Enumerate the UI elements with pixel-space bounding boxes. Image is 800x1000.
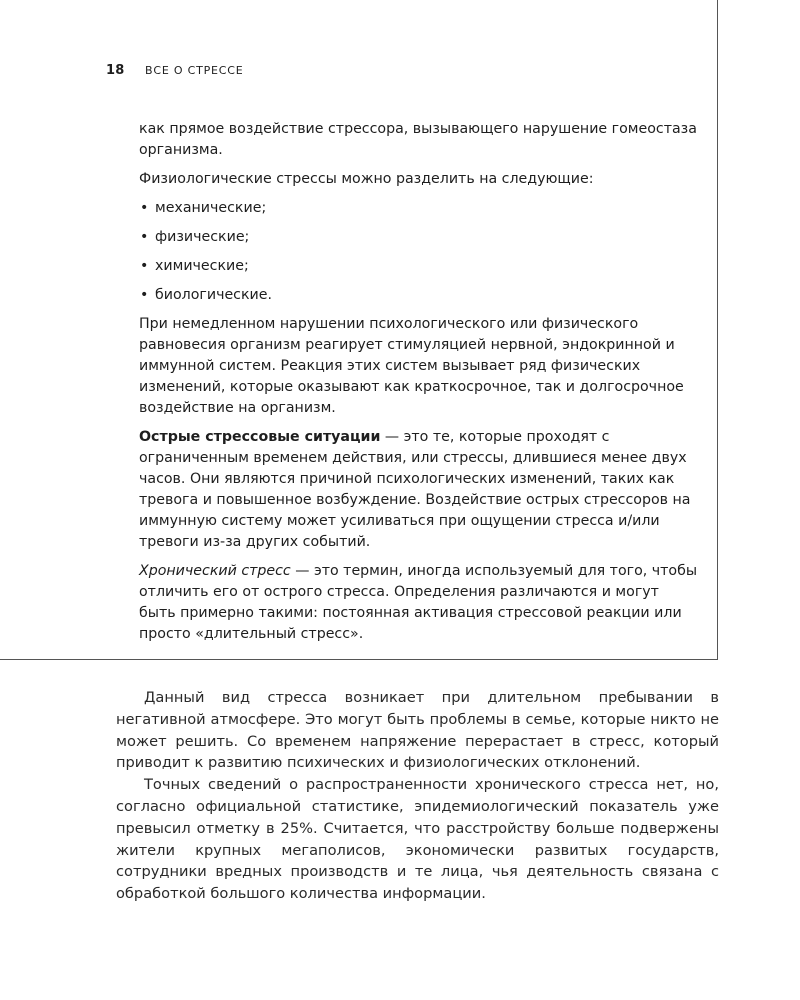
box-paragraph-4 <box>139 427 699 553</box>
box-paragraph-2: Физиологические стрессы можно разделить на следующие: <box>139 171 594 187</box>
list-item <box>139 285 699 306</box>
list-item-text: физические; <box>155 229 250 245</box>
running-head: ВСЕ О СТРЕССЕ <box>145 64 244 77</box>
page-number: 18 <box>106 63 125 78</box>
list-item-text: химические; <box>155 258 249 274</box>
bullet-icon: • <box>140 200 149 216</box>
main-paragraph-2: Точных сведений о распространенности хронического стресса нет, но, согласно официальной статистике, эпидемиологический показатель уже превысил отметку в 25%. Считается, что расстройству больше подвержены жители крупных мегаполисов, экономически развитых государств, сотрудники вредных производств и те лица, чья деятельность связана с обработкой большого количества информации. <box>116 776 719 903</box>
bullet-icon: • <box>140 229 149 245</box>
main-paragraph-1: Данный вид стресса возникает при длительном пребывании в негативной атмосфере. Это могут быть проблемы в семье, которые никто не может решить. Со временем напряжение перерастает в стресс, который приводит к развитию психических и физиологических отклонений. <box>116 689 719 772</box>
list-item <box>139 256 699 277</box>
list-item-text: механические; <box>155 200 267 216</box>
list-item-text: биологические. <box>155 287 273 303</box>
acute-stress-definition: — это те, которые проходят с ограниченным временем действия, или стрессы, длившиеся менее двух часов. Они являются причиной психологических изменений, таких как тревога и повышенное возбуждение. Воздействие острых стрессоров на иммунную систему может усиливаться при ощущении стресса и/или тревоги из-за других событий. <box>139 429 691 550</box>
main-text <box>116 687 719 905</box>
bullet-icon: • <box>140 287 149 303</box>
box-paragraph-5 <box>139 561 699 645</box>
list-item <box>139 227 699 248</box>
box-paragraph-3: При немедленном нарушении психологического или физического равновесия организм реагирует стимуляцией нервной, эндокринной и иммунной систем. Реакция этих систем вызывает ряд физических изменений, которые оказывают как краткосрочное, так и долгосрочное воздействие на организм. <box>139 316 684 416</box>
chronic-stress-definition: — это термин, иногда используемый для того, чтобы отличить его от острого стресса. Определения различаются и могут быть примерно такими: постоянная активация стрессовой реакции или просто «длительный стресс». <box>139 563 698 642</box>
stress-type-list <box>139 198 699 306</box>
bullet-icon: • <box>140 258 149 274</box>
chronic-stress-term: Хронический стресс <box>139 563 291 579</box>
box-paragraph-1: как прямое воздействие стрессора, вызывающего нарушение гомеостаза организма. <box>139 121 697 158</box>
acute-stress-term: Острые стрессовые ситуации <box>139 429 381 445</box>
list-item <box>139 198 699 219</box>
sidebar-box-content <box>139 119 699 653</box>
